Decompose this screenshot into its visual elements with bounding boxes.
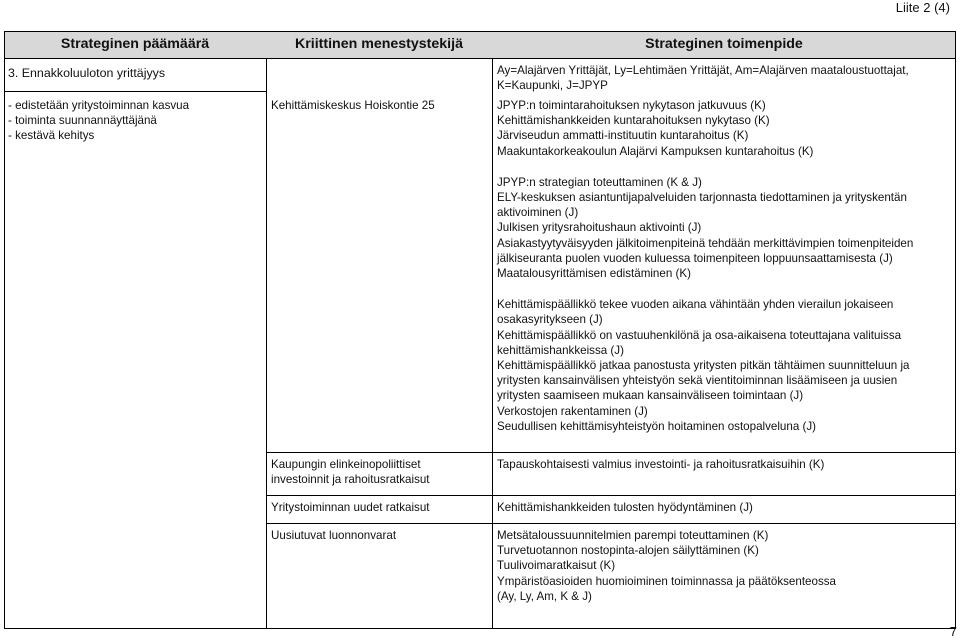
row-divider xyxy=(266,495,956,496)
row-divider xyxy=(266,523,956,524)
header-strategic-action: Strateginen toimenpide xyxy=(492,31,956,58)
section-divider xyxy=(4,91,266,92)
table-border-left xyxy=(4,31,5,629)
table-border-right xyxy=(955,31,956,629)
goal-item: - kestävä kehitys xyxy=(8,129,95,143)
factor-municipal-investments: Kaupungin elinkeinopoliittiset investoinnit ja rahoitusratkaisut xyxy=(271,458,430,487)
strategy-table xyxy=(4,31,956,629)
header-critical-success-factor: Kriittinen menestystekijä xyxy=(266,31,492,58)
column-divider xyxy=(266,58,267,629)
factor-new-business-solutions: Yritystoiminnan uudet ratkaisut xyxy=(271,501,430,514)
page-number: 7 xyxy=(949,624,957,639)
action-block-development-manager: Kehittämispäällikkö tekee vuoden aikana vähintään yhden vierailun jokaiseen osakasyritykseen (J) Kehittämispäällikkö on vastuuhenkilönä ja osa-aikaisena toteuttajana valituissa kehittämishankkeissa (J) Kehittämispäällikkö jatkaa panostusta yritysten pitkän tähtäimen suunnitteluun ja yritysten kansainvälisen yhteistyön sekä vientitoiminnan lisäämiseen ja uusien yritysten saamiseen mukaan kansainväliseen toimintaan (J) Verkostojen rakentaminen (J) Seudullisen kehittämisyhteistyön hoitaminen ostopalveluna (J) xyxy=(497,298,910,433)
actions-renewables: Metsätaloussuunnitelmien parempi toteuttaminen (K) Turvetuotannon nostopinta-alojen säilyttäminen (K) Tuulivoimaratkaisut (K) Ympäristöasioiden huomioiminen toiminnassa ja päätöksenteossa (Ay, Ly, Am, K & J) xyxy=(497,529,836,603)
abbreviation-legend: Ay=Alajärven Yrittäjät, Ly=Lehtimäen Yrittäjät, Am=Alajärven maataloustuottajat, K=Kaupunki, J=JPYP xyxy=(497,64,909,93)
header-divider xyxy=(4,58,956,59)
factor-development-center: Kehittämiskeskus Hoiskontie 25 xyxy=(271,99,435,112)
attachment-label: Liite 2 (4) xyxy=(895,0,950,15)
table-border-bottom xyxy=(4,628,956,629)
factor-renewable-resources: Uusiutuvat luonnonvarat xyxy=(271,529,397,542)
table-border-top xyxy=(4,31,956,32)
header-strategic-goal: Strateginen päämäärä xyxy=(4,31,266,58)
action-block-funding: JPYP:n toimintarahoituksen nykytason jatkuvuus (K) Kehittämishankkeiden kuntarahoituksen nykytaso (K) Järviseudun ammatti-instituutin kuntarahoitus (K) Maakuntakorkeakoulun Alajärvi Kampuksen kuntarahoitus (K) xyxy=(497,99,814,158)
section-title: 3. Ennakkoluuloton yrittäjyys xyxy=(8,66,166,80)
row-divider xyxy=(266,452,956,453)
action-investment-readiness: Tapauskohtaisesti valmius investointi- ja rahoitusratkaisuihin (K) xyxy=(497,458,825,471)
column-divider xyxy=(492,58,493,629)
goal-item: - toiminta suunnannäyttäjänä xyxy=(8,114,157,128)
goal-item: - edistetään yritystoiminnan kasvua xyxy=(8,99,190,112)
strategic-goals xyxy=(4,98,266,144)
actions-row1 xyxy=(492,98,956,450)
action-project-results: Kehittämishankkeiden tulosten hyödyntäminen (J) xyxy=(497,501,753,514)
action-block-strategy: JPYP:n strategian toteuttaminen (K & J) ELY-keskuksen asiantuntijapalveluiden tarjonnasta tiedottaminen ja yrityskentän aktivoiminen (J) Julkisen yritysrahoitushaun aktivointi (J) Asiakastyytyväisyyden jälkitoimenpiteinä tehdään merkittävimpien toimenpiteiden jälkiseuranta puolen vuoden kuluessa toimenpiteen loppuunsaattamisesta (J) Maatalousyrittämisen edistäminen (K) xyxy=(497,175,914,281)
